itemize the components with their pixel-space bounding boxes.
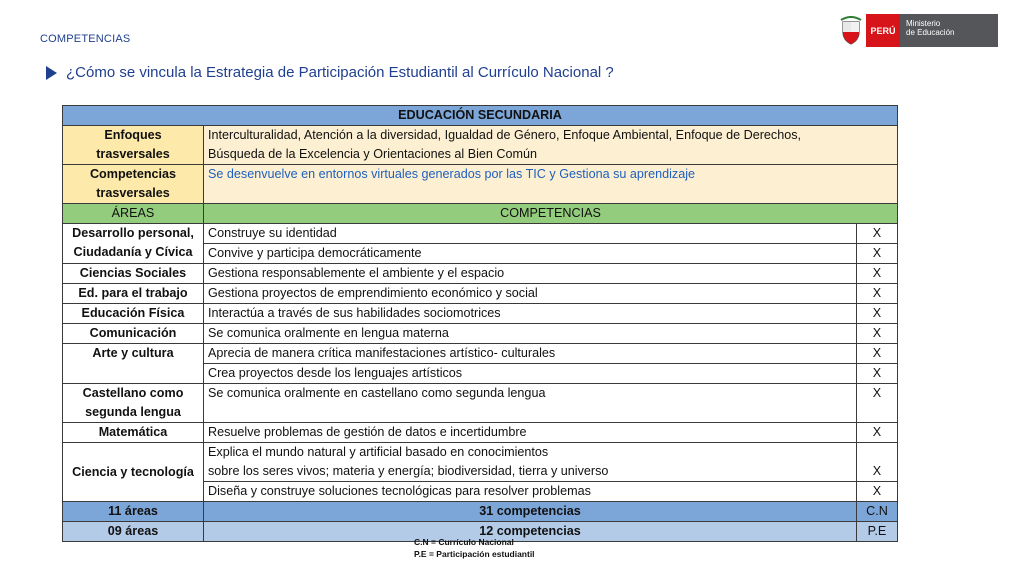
mark-cell: X [857, 324, 898, 344]
coat-of-arms-icon [838, 14, 864, 47]
competency-cell: Aprecia de manera crítica manifestaciones artístico- culturales [204, 344, 857, 364]
competency-cell: Convive y participa democráticamente [204, 244, 857, 264]
col-header-areas: ÁREAS [63, 204, 204, 224]
table-row [63, 324, 898, 344]
competency-line-1: Explica el mundo natural y artificial basado en conocimientos [208, 445, 549, 459]
competency-cell: Se comunica oralmente en castellano como segunda lengua [204, 384, 857, 423]
mark-cell: X [857, 423, 898, 443]
competency-cell: Gestiona proyectos de emprendimiento económico y social [204, 284, 857, 304]
ministry-line-2: de Educación [906, 28, 955, 37]
page-title-text: ¿Cómo se vincula la Estrategia de Participación Estudiantil al Currículo Nacional ? [66, 64, 614, 81]
table-row [63, 423, 898, 443]
mark-cell: X [857, 443, 898, 482]
ministry-line-1: Ministerio [906, 19, 941, 28]
competency-cell: Diseña y construye soluciones tecnológicas para resolver problemas [204, 482, 857, 502]
competencies-table [62, 105, 898, 542]
area-cell: Castellano como segunda lengua [63, 384, 204, 423]
area-cell: Ed. para el trabajo [63, 284, 204, 304]
country-badge: PERÚ [866, 14, 900, 47]
totals-row [63, 502, 898, 522]
mark-cell: X [857, 264, 898, 284]
col-header-competencias: COMPETENCIAS [204, 204, 898, 224]
table-row [63, 304, 898, 324]
mark-cell: X [857, 244, 898, 264]
enfoques-line-2: Búsqueda de la Excelencia y Orientaciones al Bien Común [208, 147, 538, 161]
table-row [63, 344, 898, 364]
competency-cell: Construye su identidad [204, 224, 857, 244]
total-tag: C.N [857, 502, 898, 522]
mark-cell: X [857, 284, 898, 304]
competencias-trasversales-label: Competencias trasversales [63, 165, 204, 204]
legend-line-2: P.E = Participación estudiantil [414, 549, 535, 559]
legend-line-1: C.N = Currículo Nacional [414, 537, 514, 547]
triangle-bullet-icon [46, 66, 57, 80]
total-tag: P.E [857, 522, 898, 542]
table-row [63, 284, 898, 304]
ministry-logo [838, 14, 998, 47]
legend [414, 536, 535, 560]
competency-cell: Resuelve problemas de gestión de datos e incertidumbre [204, 423, 857, 443]
enfoques-line-1: Interculturalidad, Atención a la diversidad, Igualdad de Género, Enfoque Ambiental, Enfoque de Derechos, [208, 128, 802, 142]
competency-cell: Crea proyectos desde los lenguajes artísticos [204, 364, 857, 384]
competency-cell: Gestiona responsablemente el ambiente y el espacio [204, 264, 857, 284]
page-title [46, 64, 614, 81]
area-cell: Arte y cultura [63, 344, 204, 384]
total-competencias: 31 competencias [204, 502, 857, 522]
mark-cell: X [857, 482, 898, 502]
table-row [63, 384, 898, 423]
area-cell: Comunicación [63, 324, 204, 344]
table-row [63, 224, 898, 244]
ministry-name [900, 14, 998, 47]
competency-cell: Se comunica oralmente en lengua materna [204, 324, 857, 344]
area-cell: Ciencia y tecnología [63, 443, 204, 502]
area-cell: Desarrollo personal, Ciudadanía y Cívica [63, 224, 204, 264]
mark-cell: X [857, 384, 898, 423]
section-label: COMPETENCIAS [40, 33, 131, 45]
competency-line-2: sobre los seres vivos; materia y energía; biodiversidad, tierra y universo [208, 464, 609, 478]
mark-cell: X [857, 364, 898, 384]
competency-cell [204, 443, 857, 482]
total-competencias: 12 competencias [204, 522, 857, 542]
enfoques-value [204, 126, 898, 165]
mark-cell: X [857, 304, 898, 324]
area-cell: Educación Física [63, 304, 204, 324]
competency-cell: Interactúa a través de sus habilidades sociomotrices [204, 304, 857, 324]
enfoques-label: Enfoques trasversales [63, 126, 204, 165]
table-title: EDUCACIÓN SECUNDARIA [63, 106, 898, 126]
area-cell: Ciencias Sociales [63, 264, 204, 284]
total-areas: 11 áreas [63, 502, 204, 522]
table-row [63, 264, 898, 284]
table-row [63, 443, 898, 482]
area-cell: Matemática [63, 423, 204, 443]
total-areas: 09 áreas [63, 522, 204, 542]
competencias-trasversales-value: Se desenvuelve en entornos virtuales generados por las TIC y Gestiona su aprendizaje [204, 165, 898, 204]
mark-cell: X [857, 344, 898, 364]
mark-cell: X [857, 224, 898, 244]
